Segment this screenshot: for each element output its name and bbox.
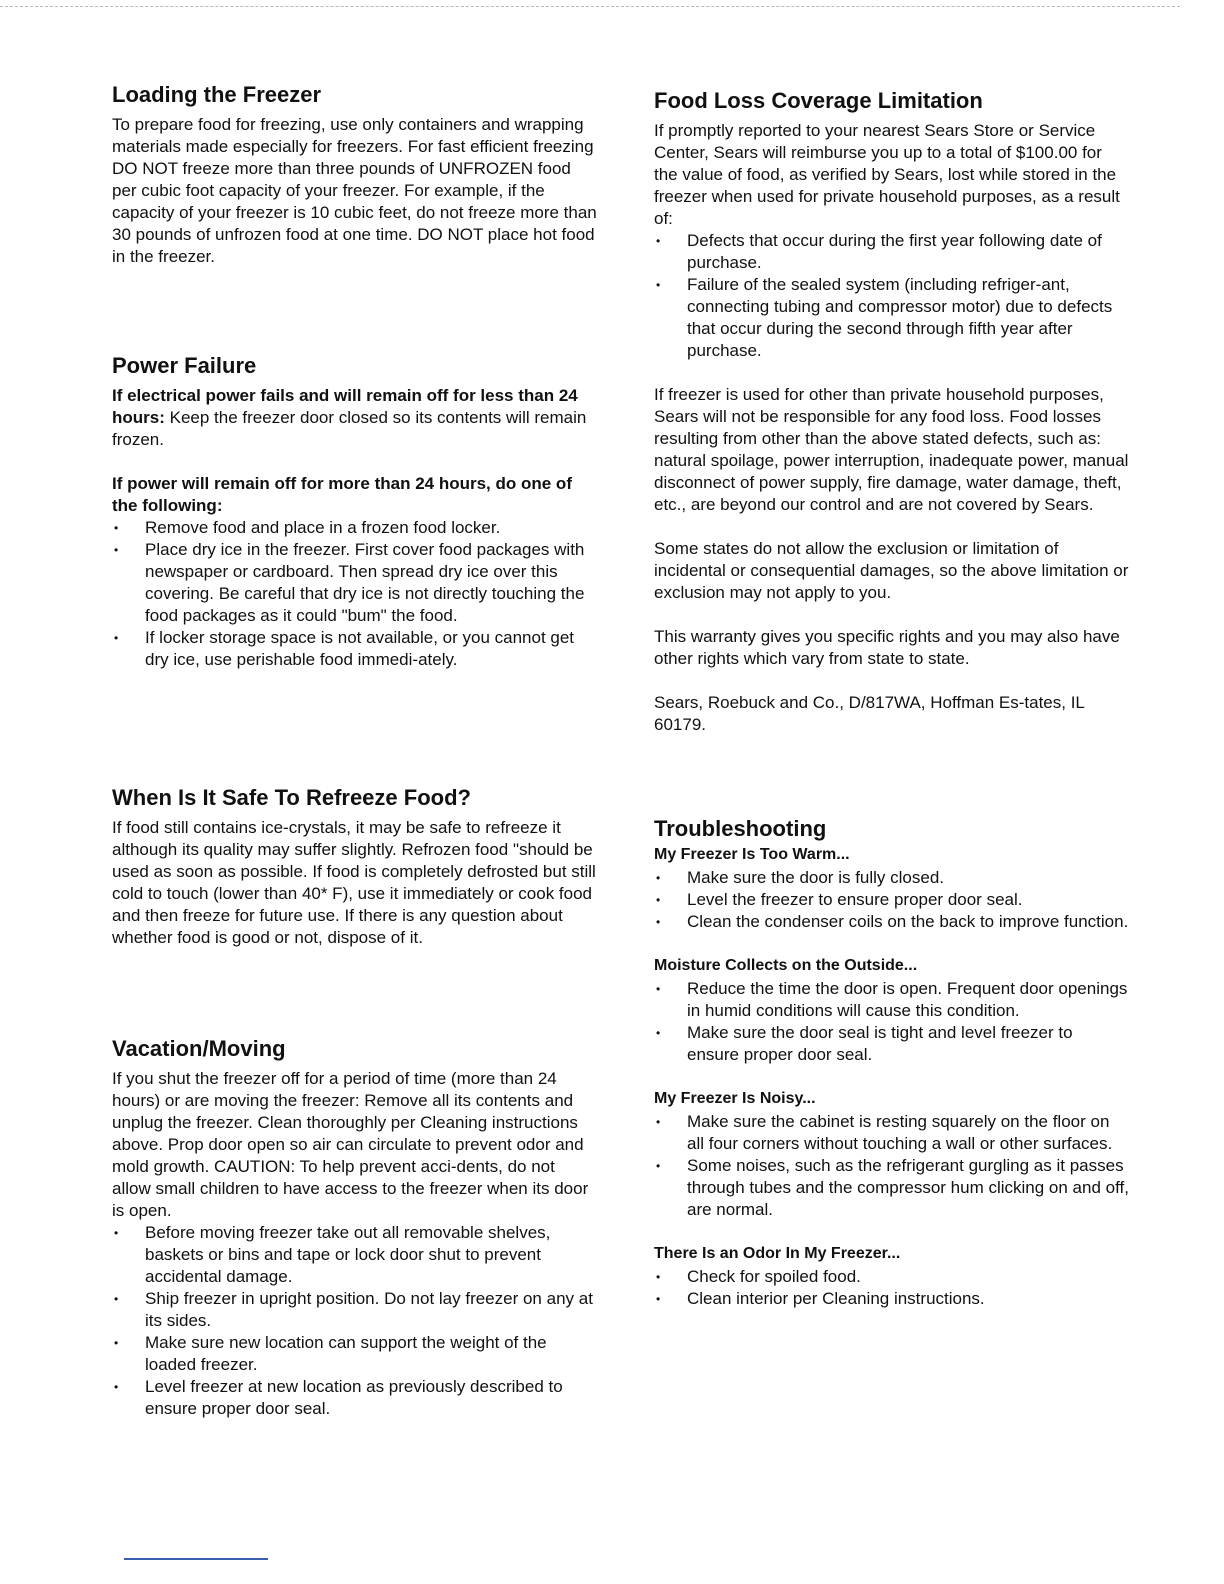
list-item: • Place dry ice in the freezer. First cover food packages with newspaper or cardboard. Then spread dry ice over this covering. Be careful that dry ice is not directly touching the food packages as it could "bum" the food. bbox=[112, 539, 597, 627]
list-item: • Make sure new location can support the weight of the loaded freezer. bbox=[112, 1332, 597, 1376]
trouble-list-odor bbox=[654, 1266, 1129, 1310]
section-vacation-moving bbox=[112, 1036, 597, 1420]
coverage-para-3: Some states do not allow the exclusion or limitation of incidental or consequential damages, so the above limitation or exclusion may not apply to you. bbox=[654, 539, 1129, 602]
section-power-failure bbox=[112, 353, 597, 671]
power-lead-2: If power will remain off for more than 24 hours, do one of the following: bbox=[112, 474, 572, 515]
list-item: • Defects that occur during the first year following date of purchase. bbox=[654, 230, 1129, 274]
heading-troubleshooting: Troubleshooting bbox=[654, 816, 827, 841]
scan-top-edge bbox=[0, 6, 1180, 7]
list-item: • Failure of the sealed system (including refriger-ant, connecting tubing and compressor motor) due to defects that occur during the second through fifth year after purchase. bbox=[654, 274, 1129, 362]
coverage-address: Sears, Roebuck and Co., D/817WA, Hoffman Es-tates, IL 60179. bbox=[654, 693, 1085, 734]
trouble-group-moisture bbox=[654, 955, 1129, 1066]
power-bullet-list bbox=[112, 517, 597, 671]
list-item: • If locker storage space is not available, or you cannot get dry ice, use perishable food immedi-ately. bbox=[112, 627, 597, 671]
refreeze-body: If food still contains ice-crystals, it may be safe to refreeze it although its quality may suffer slightly. Refrozen food "should be used as soon as possible. If food is completely defrosted but still cold to touch (lower than 40* F), use it immediately or cook food and then freeze for future use. If there is any question about whether food is good or not, dispose of it. bbox=[112, 818, 596, 947]
list-item: • Make sure the door is fully closed. bbox=[654, 867, 1129, 889]
scan-bottom-mark bbox=[124, 1558, 268, 1560]
trouble-heading-moisture: Moisture Collects on the Outside... bbox=[654, 957, 918, 974]
section-loading-the-freezer bbox=[112, 82, 597, 268]
section-refreeze bbox=[112, 785, 597, 949]
trouble-heading-too-warm: My Freezer Is Too Warm... bbox=[654, 846, 850, 863]
trouble-group-too-warm bbox=[654, 844, 1129, 933]
list-item: • Clean the condenser coils on the back to improve function. bbox=[654, 911, 1129, 933]
trouble-group-odor bbox=[654, 1243, 1129, 1310]
coverage-intro: If promptly reported to your nearest Sears Store or Service Center, Sears will reimburse you up to a total of $100.00 for the value of food, as verified by Sears, lost while stored in the freezer when used for private household purposes, as a result of: bbox=[654, 121, 1120, 228]
heading-refreeze: When Is It Safe To Refreeze Food? bbox=[112, 785, 471, 810]
trouble-list-moisture bbox=[654, 978, 1129, 1066]
list-item: • Reduce the time the door is open. Frequent door openings in humid conditions will cause this condition. bbox=[654, 978, 1129, 1022]
trouble-heading-odor: There Is an Odor In My Freezer... bbox=[654, 1245, 901, 1262]
coverage-para-4: This warranty gives you specific rights and you may also have other rights which vary from state to state. bbox=[654, 627, 1120, 668]
trouble-heading-noisy: My Freezer Is Noisy... bbox=[654, 1090, 816, 1107]
section-food-loss-coverage bbox=[654, 88, 1129, 736]
loading-body: To prepare food for freezing, use only containers and wrapping materials made especially for freezers. For fast efficient freezing DO NOT freeze more than three pounds of UNFROZEN food per cubic foot capacity of your freezer. For example, if the capacity of your freezer is 10 cubic feet, do not freeze more than 30 pounds of unfrozen food at one time. DO NOT place hot food in the freezer. bbox=[112, 115, 597, 266]
list-item: • Level the freezer to ensure proper door seal. bbox=[654, 889, 1129, 911]
power-para-1 bbox=[112, 385, 597, 451]
power-text-1: Keep the freezer door closed so its contents will remain frozen. bbox=[112, 408, 587, 449]
coverage-para-2: If freezer is used for other than private household purposes, Sears will not be responsible for any food loss. Food losses resulting from other than the above stated defects, such as: natural spoilage, power interruption, inadequate power, manual disconnect of power supply, fire damage, water damage, theft, etc., are beyond our control and are not covered by Sears. bbox=[654, 385, 1129, 514]
list-item: • Level freezer at new location as previously described to ensure proper door seal. bbox=[112, 1376, 597, 1420]
trouble-group-noisy bbox=[654, 1088, 1129, 1221]
heading-food-loss-coverage: Food Loss Coverage Limitation bbox=[654, 88, 983, 113]
vacation-bullet-list bbox=[112, 1222, 597, 1420]
heading-vacation-moving: Vacation/Moving bbox=[112, 1036, 286, 1061]
power-lead-1: If electrical power fails and will remain off for less than 24 hours: bbox=[112, 386, 578, 427]
vacation-body: If you shut the freezer off for a period of time (more than 24 hours) or are moving the freezer: Remove all its contents and unplug the freezer. Clean thoroughly per Cleaning instructions above. Prop door open so air can circulate to prevent odor and mold growth. CAUTION: To help prevent acci-dents, do not allow small children to have access to the freezer when its door is open. bbox=[112, 1069, 589, 1220]
list-item: • Make sure the cabinet is resting squarely on the floor on all four corners without touching a wall or other surfaces. bbox=[654, 1111, 1129, 1155]
list-item: • Remove food and place in a frozen food locker. bbox=[112, 517, 597, 539]
list-item: • Check for spoiled food. bbox=[654, 1266, 1129, 1288]
coverage-bullet-list bbox=[654, 230, 1129, 362]
trouble-list-too-warm bbox=[654, 867, 1129, 933]
trouble-list-noisy bbox=[654, 1111, 1129, 1221]
heading-loading-the-freezer: Loading the Freezer bbox=[112, 82, 322, 107]
heading-power-failure: Power Failure bbox=[112, 353, 257, 378]
list-item: • Some noises, such as the refrigerant gurgling as it passes through tubes and the compressor hum clicking on and off, are normal. bbox=[654, 1155, 1129, 1221]
list-item: • Ship freezer in upright position. Do not lay freezer on any at its sides. bbox=[112, 1288, 597, 1332]
list-item: • Make sure the door seal is tight and level freezer to ensure proper door seal. bbox=[654, 1022, 1129, 1066]
list-item: • Clean interior per Cleaning instructions. bbox=[654, 1288, 1129, 1310]
list-item: • Before moving freezer take out all removable shelves, baskets or bins and tape or lock door shut to prevent accidental damage. bbox=[112, 1222, 597, 1288]
section-troubleshooting bbox=[654, 816, 1129, 1310]
